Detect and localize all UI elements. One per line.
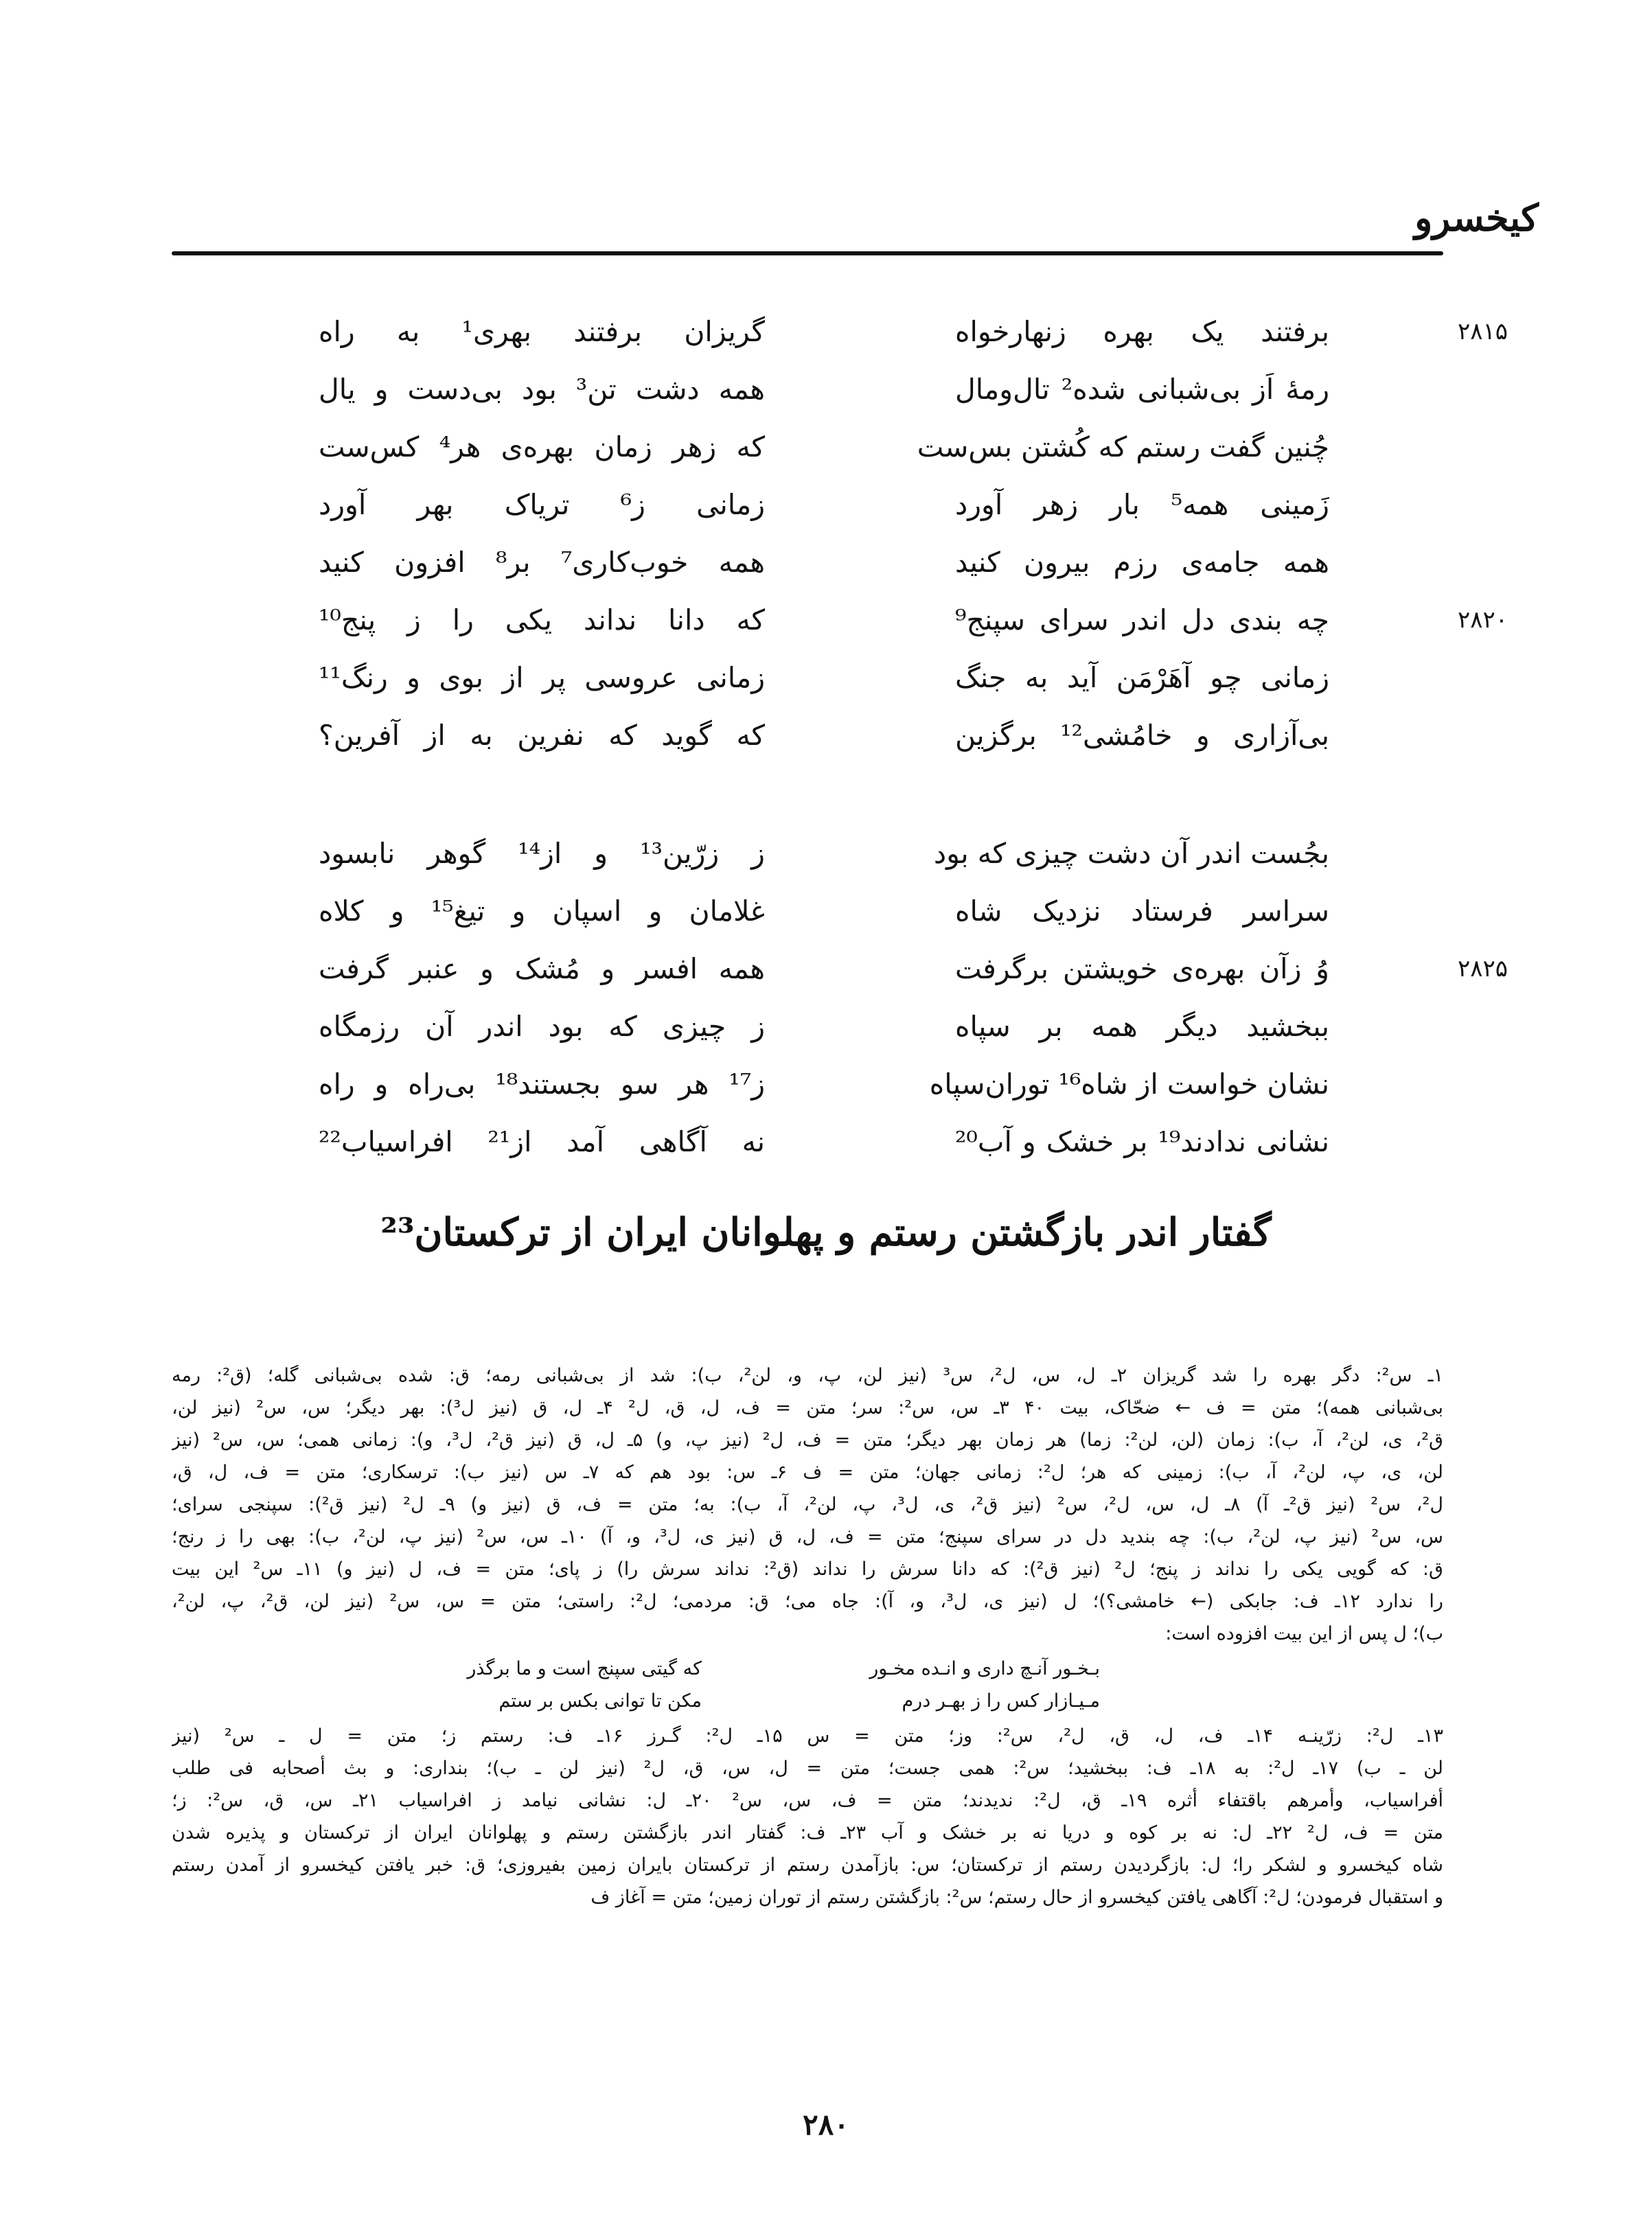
hemistich-second: که زهر زمان بهره‌ی هر⁴ کس‌ست [319,430,765,463]
footnote-hemistich-first: مـیـازار کس را ز بهـر درم [902,1690,1100,1712]
couplet [0,306,1652,358]
footnote-line: ق: که گویی یکی را نداند ز پنج؛ ل² (نیز ق²): که دانا سرش را نداند (ق²: نداند سرش را) ز پای؛ متن = ف، ل (نیز و) ۱۱ـ س² این بیت [172,1559,1443,1580]
hemistich-second: زمانی عروسی پر از بوی و رنگ¹¹ [319,661,765,694]
couplet [0,594,1652,646]
verse-number: ۲۸۲۰ [1457,606,1508,634]
hemistich-second: ز زرّین¹³ و از¹⁴ گوهر نابسود [319,837,765,870]
hemistich-first: بی‌آزاری و خامُشی¹² برگزین [955,719,1329,752]
hemistich-second: همه خوب‌کاری⁷ بر⁸ افزون کنید [319,546,765,579]
section-heading: گفتار اندر بازگشتن رستم و پهلوانان ایران از ترکستان²³ [380,1210,1272,1255]
hemistich-first: ببخشید دیگر همه بر سپاه [955,1010,1329,1043]
verse-number [1425,885,1508,937]
footnote-line: شاه کیخسرو و لشکر را؛ ل: بازگردیدن رستم از ترکستان؛ س: بازآمدن رستم از ترکستان بایران زمین بفیروزی؛ ق: خبر یافتن کیخسرو از آمدن رستم [172,1854,1443,1876]
hemistich-first: همه جامه‌ی رزم بیرون کنید [955,546,1329,579]
couplet [0,943,1652,995]
hemistich-second: ز¹⁷ هر سو بجستند¹⁸ بی‌راه و راه [319,1068,766,1101]
hemistich-first: وُ زآن بهره‌ی خویشتن برگرفت [955,952,1329,985]
hemistich-first: زمانی چو آهَرْمَن آید به جنگ [955,661,1329,694]
footnote-couplet [172,1685,1443,1717]
verse-number [1425,363,1508,415]
running-head: کیخسرو [1414,196,1539,240]
verse-number [1425,1058,1508,1110]
header-rule [172,251,1443,255]
footnote-line: س، س² (نیز پ، لن²، ب): چه بندید دل در سرای سپنج؛ متن = ف، ل، ق (نیز ی، ل³، و، آ) ۱۰ـ س، س² (نیز پ، لن²، ب): بهی را ز رنج؛ [172,1526,1443,1548]
couplet [0,1116,1652,1168]
couplet [0,421,1652,473]
footnote-line: را ندارد ۱۲ـ ف: جابکی (← خامشی؟)؛ ل (نیز ی، ل³، و، آ): جاه می؛ ق: مردمی؛ ل²: راستی؛ متن = س، س² (نیز لن، ق²، پ، لن²، [172,1591,1443,1612]
verse-number [1425,1116,1508,1168]
footnote-line: ۱۳ـ ل²: زرّینـه ۱۴ـ ف، ل، ق، ل²، س²: وز؛ متن = س ۱۵ـ ل²: گـرز ۱۶ـ ف: رستم ز؛ متن = ل ـ س² (نیز [172,1725,1443,1747]
couplet [0,1000,1652,1053]
footnote-added-couplets [172,1653,1443,1717]
couplet [0,536,1652,588]
verse-number [1425,709,1508,761]
hemistich-first: چه بندی دل اندر سرای سپنج⁹ [955,604,1329,636]
couplet [0,363,1652,415]
hemistich-first: رمهٔ اَز بی‌شبانی شده² تال‌ومال [955,373,1329,406]
footnote-line: ب)؛ ل پس از این بیت افزوده است: [1165,1623,1443,1644]
verse-number [1425,421,1508,473]
footnote-line: متن = ف، ل² ۲۲ـ ل: نه بر کوه و دریا نه بر خشک و آب ۲۳ـ ف: گفتار اندر بازگشتن رستم و پهلوانان ایران از ترکستان و پذیره شدن [172,1822,1443,1843]
verse-number [1425,827,1508,880]
page-number: ۲۸۰ [803,2108,849,2141]
footnote-hemistich-first: بـخـور آنـچ داری و انـده مخـور [869,1658,1100,1679]
footnote-line: لن ـ ب) ۱۷ـ ل²: به ۱۸ـ ف: ببخشید؛ س²: همی جست؛ متن = ل، س، ق، ل² (نیز لن ـ ب)؛ بنداری: و بث أصحابه فی طلب [172,1758,1443,1779]
footnote-line: بی‌شبانی همه)؛ متن = ف ← ضحّاک، بیت ۴۰ ۳ـ س، س²: سر؛ متن = ف، ل، ق، ل² ۴ـ ل، ق (نیز ل³): بهر دیگر؛ س، س² (نیز لن، [172,1397,1443,1418]
couplet [0,709,1652,761]
hemistich-second: همه دشت تن³ بود بی‌دست و یال [319,373,765,406]
hemistich-first: بجُست اندر آن دشت چیزی که بود [933,837,1329,870]
hemistich-second: زمانی ز⁶ تریاک بهر آورد [319,488,765,521]
verse-number [1425,1000,1508,1053]
verse-number: ۲۸۱۵ [1457,318,1508,345]
hemistich-second: نه آگاهی آمد از²¹ افراسیاب²² [319,1125,765,1158]
footnote-line: لن، ی، پ، لن²، آ، ب): زمینی که هر؛ ل²: زمانی جهان؛ متن = ف ۶ـ س: بود هم که ۷ـ س (نیز ب): ترسکاری؛ متن = ف، ل، ق، [172,1462,1443,1483]
footnote-line: ۱ـ س²: دگر بهره را شد گریزان ۲ـ ل، س، ل²، س³ (نیز لن، پ، و، لن²، ب): شد از بی‌شبانی رمه؛ ق: شده بی‌شبانی گله؛ (ق²: رمه [172,1365,1443,1386]
footnote-couplet [172,1653,1443,1685]
footnote-hemistich-second: که گیتی سپنج است و ما برگذر [467,1658,702,1679]
verse-number [1425,479,1508,531]
hemistich-first: نشان خواست از شاه¹⁶ توران‌سپاه [929,1068,1329,1101]
footnote-hemistich-second: مکن تا توانی بکس بر ستم [498,1690,702,1712]
hemistich-second: که دانا نداند یکی را ز پنج¹⁰ [319,604,765,636]
couplet [0,1058,1652,1110]
couplet [0,652,1652,704]
hemistich-first: چُنین گفت رستم که کُشتن بس‌ست [917,430,1329,463]
hemistich-second: که گوید که نفرین به از آفرین؟ [319,719,765,752]
hemistich-first: زَمینی همه⁵ بار زهر آورد [955,488,1329,521]
hemistich-second: ز چیزی که بود اندر آن رزمگاه [319,1010,765,1043]
footnote-line: ق²، ی، لن²، آ، ب): زمان (لن، لن²: زما) هر زمان بهر دیگر؛ متن = ف، ل² (نیز پ، و) ۵ـ ل، ق (نیز ق²، ل³، و): زمانی همی؛ س، س² (نیز [172,1429,1443,1451]
verse-number [1425,536,1508,588]
footnotes [172,1359,1443,1913]
verse-number: ۲۸۲۵ [1457,955,1508,982]
hemistich-second: غلامان و اسپان و تیغ¹⁵ و کلاه [319,895,765,928]
hemistich-first: نشانی ندادند¹⁹ بر خشک و آب²⁰ [955,1125,1329,1158]
footnote-line: ل²، س² (نیز ق²ـ آ) ۸ـ ل، س، ل²، س² (نیز ق²، ی، ل³، پ، لن²، آ، ب): به؛ متن = ف، ق (نیز و) ۹ـ ل² (نیز ق²): سپنجی سرای؛ [172,1494,1443,1515]
footnote-line: و استقبال فرمودن؛ ل²: آگاهی یافتن کیخسرو از حال رستم؛ س²: بازگشتن رستم از توران زمین؛ متن = آغاز ف [590,1887,1443,1908]
hemistich-first: سراسر فرستاد نزدیک شاه [955,895,1329,928]
verse-number [1425,652,1508,704]
hemistich-first: برفتند یک بهره زنهارخواه [955,315,1329,348]
hemistich-second: همه افسر و مُشک و عنبر گرفت [319,952,765,985]
footnote-line: أفراسیاب، وأمرهم باقتفاء أثره ۱۹ـ ق، ل²: ندیدند؛ متن = ف، س، س² ۲۰ـ ل: نشانی نیامد ز افراسیاب ۲۱ـ س، ق، س²: ز؛ [172,1790,1443,1811]
couplet [0,479,1652,531]
couplet [0,885,1652,937]
hemistich-second: گریزان برفتند بهری¹ به راه [319,315,765,348]
couplet [0,827,1652,880]
